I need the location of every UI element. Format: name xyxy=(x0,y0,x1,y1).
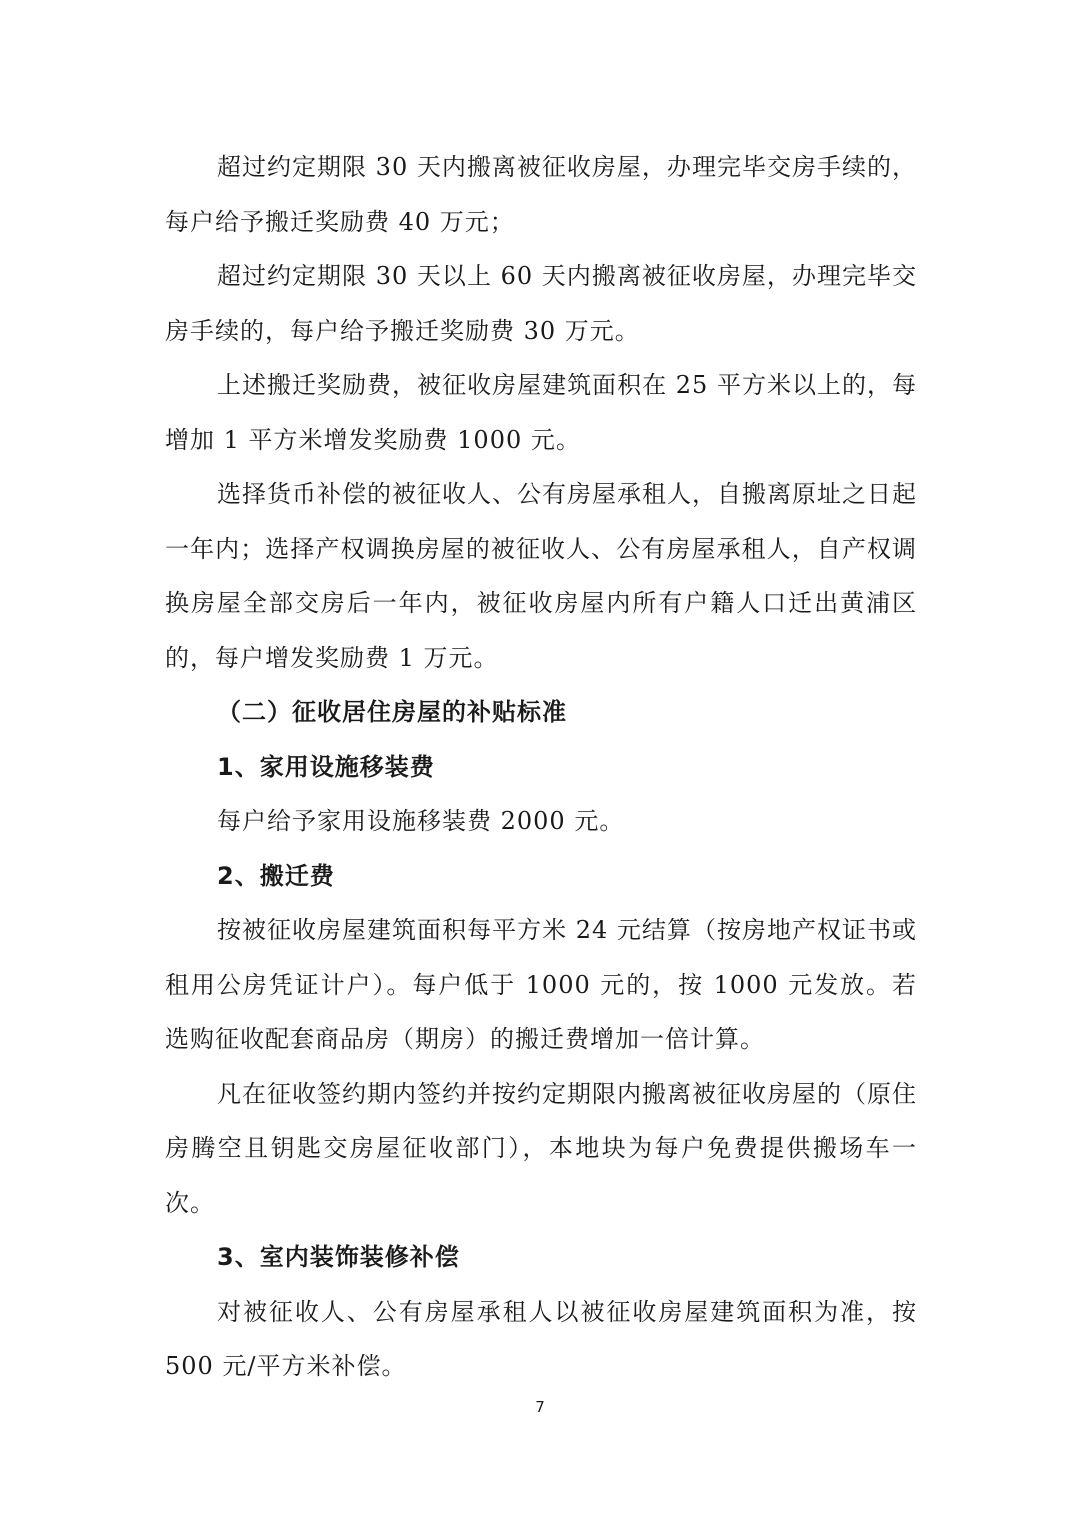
document-page xyxy=(165,140,917,1394)
paragraph-reward-area-bonus: 上述搬迁奖励费，被征收房屋建筑面积在 25 平方米以上的，每增加 1 平方米增发奖励费 1000 元。 xyxy=(165,371,917,454)
paragraph-moving-fee: 按被征收房屋建筑面积每平方米 24 元结算（按房地产权证书或租用公房凭证计户）。每户低于 1000 元的，按 1000 元发放。若选购征收配套商品房（期房）的搬迁费增加一倍计算。 xyxy=(165,916,917,1053)
item-heading-decoration-compensation: 3、室内装饰装修补偿 xyxy=(217,1243,460,1271)
paragraph-reward-60-days: 超过约定期限 30 天以上 60 天内搬离被征收房屋，办理完毕交房手续的，每户给予搬迁奖励费 30 万元。 xyxy=(165,262,917,345)
paragraph-decoration-compensation: 对被征收人、公有房屋承租人以被征收房屋建筑面积为准，按 500 元/平方米补偿。 xyxy=(165,1297,917,1380)
item-heading-appliance-relocation: 1、家用设施移装费 xyxy=(217,752,435,781)
section-heading-subsidy-standards: （二）征收居住房屋的补贴标准 xyxy=(217,698,567,726)
paragraph-reward-30-days: 超过约定期限 30 天内搬离被征收房屋，办理完毕交房手续的，每户给予搬迁奖励费 40 万元； xyxy=(165,153,917,236)
item-heading-moving-fee: 2、搬迁费 xyxy=(217,861,335,890)
paragraph-hukou-bonus: 选择货币补偿的被征收人、公有房屋承租人，自搬离原址之日起一年内；选择产权调换房屋的被征收人、公有房屋承租人，自产权调换房屋全部交房后一年内，被征收房屋内所有户籍人口迁出黄浦区的，每户增发奖励费 1 万元。 xyxy=(165,480,917,672)
page-number: 7 xyxy=(535,1398,545,1416)
paragraph-moving-truck: 凡在征收签约期内签约并按约定期限内搬离被征收房屋的（原住房腾空且钥匙交房屋征收部门），本地块为每户免费提供搬场车一次。 xyxy=(165,1079,917,1217)
paragraph-appliance-relocation: 每户给予家用设施移装费 2000 元。 xyxy=(217,807,625,835)
